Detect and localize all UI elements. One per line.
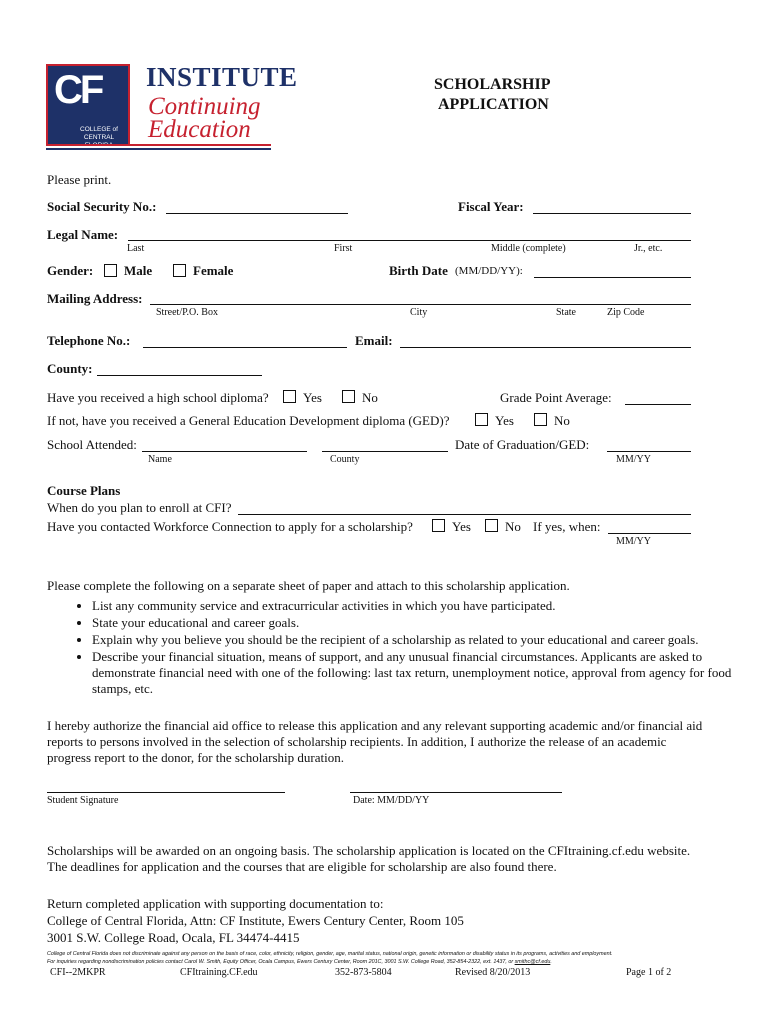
instruction-item: • Describe your financial situation, means of support, and any unusual financial circumstances. Applicants are asked to demonstrate financial need with one of the following: last tax return, unemployment notice, approval from agency for food stamps, etc. [92, 649, 732, 697]
signature-field[interactable] [47, 792, 285, 793]
instruction-item: • Explain why you believe you should be the recipient of a scholarship as related to your educational and career goals. [92, 632, 732, 648]
grad-date-field[interactable] [607, 451, 691, 452]
logo-divider-navy [46, 148, 271, 150]
if-yes-when-label: If yes, when: [533, 519, 601, 534]
gpa-label: Grade Point Average: [500, 390, 612, 405]
name-part-suffix: Jr., etc. [634, 243, 663, 254]
authorization-text: I hereby authorize the financial aid office to release this application and any relevant supporting academic and/or financial aid reports to persons involved in the selection of scholarship recipients. In addition, I authorize the release of an academic progress report to the donor, for the scholarship duration. [47, 718, 703, 765]
address-part-state: State [556, 307, 576, 318]
signature-date-field[interactable] [350, 792, 562, 793]
birth-date-format: (MM/DD/YY): [455, 265, 523, 277]
instructions-list [66, 598, 732, 698]
school-name-sub: Name [148, 454, 172, 465]
female-checkbox[interactable] [173, 264, 186, 277]
instructions-intro: Please complete the following on a separate sheet of paper and attach to this scholarship application. [47, 578, 570, 593]
contact-email-link[interactable]: smithc@cf.edu [514, 959, 551, 965]
mailing-address-label: Mailing Address: [47, 291, 143, 306]
hs-yes-label: Yes [303, 390, 322, 405]
legal-name-label: Legal Name: [47, 227, 119, 242]
grad-date-format: MM/YY [616, 454, 652, 465]
footer-revised: Revised 8/20/2013 [455, 967, 531, 978]
female-label: Female [193, 263, 234, 278]
county-label: County: [47, 361, 93, 376]
name-part-last: Last [127, 243, 145, 254]
school-county-sub: County [330, 454, 360, 465]
return-line-2: College of Central Florida, Attn: CF Institute, Ewers Century Center, Room 105 [47, 913, 464, 928]
course-plans-heading: Course Plans [47, 483, 121, 498]
school-county-field[interactable] [322, 451, 448, 452]
hs-no-label: No [362, 390, 378, 405]
footer-page: Page 1 of 2 [626, 967, 672, 978]
instruction-item: • State your educational and career goals. [92, 615, 732, 631]
gpa-field[interactable] [625, 404, 691, 405]
email-field[interactable] [400, 347, 691, 348]
hs-yes-checkbox[interactable] [283, 390, 296, 403]
footer-site: CFItraining.CF.edu [180, 967, 258, 978]
ged-question: If not, have you received a General Education Development diploma (GED)? [47, 413, 450, 428]
form-title-line1: SCHOLARSHIP [434, 76, 551, 93]
instruction-item: • List any community service and extracurricular activities in which you have participated. [92, 598, 732, 614]
ged-no-label: No [554, 413, 570, 428]
workforce-when-format: MM/YY [616, 536, 652, 547]
please-print-note: Please print. [47, 172, 112, 187]
cf-logo-badge [46, 64, 130, 146]
name-part-first: First [334, 243, 353, 254]
legal-name-field[interactable] [128, 240, 691, 241]
county-field[interactable] [97, 375, 262, 376]
logo-divider-red [46, 144, 271, 146]
awarded-text: Scholarships will be awarded on an ongoing basis. The scholarship application is located on the CFItraining.cf.edu website. The deadlines for application and the courses that are eligible for scholarship are also found there. [47, 843, 691, 874]
male-label: Male [124, 263, 153, 278]
ged-yes-label: Yes [495, 413, 514, 428]
logo-institute-text: INSTITUTE [146, 62, 298, 92]
hs-no-checkbox[interactable] [342, 390, 355, 403]
nondiscrimination-disclaimer: College of Central Florida does not discriminate against any person on the basis of race, color, ethnicity, religion, gender, age, marital status, national origin, genetic information or disability status in its programs, activities and employment. [47, 951, 613, 957]
gender-label: Gender: [47, 263, 94, 278]
fiscal-year-label: Fiscal Year: [458, 199, 524, 214]
ged-yes-checkbox[interactable] [475, 413, 488, 426]
workforce-when-field[interactable] [608, 533, 691, 534]
logo-education-text: Education [148, 116, 251, 143]
name-part-middle: Middle (complete) [491, 243, 566, 254]
contact-text: For inquiries regarding nondiscrimination policies contact Carol W. Smith, Equity Officer, Ocala Campus, Ewers Century Center, Room 201C, 3001 S.W. College Road, 352-854-2322, ext. 1437, or [47, 959, 515, 965]
grad-date-label: Date of Graduation/GED: [455, 437, 590, 452]
return-line-3: 3001 S.W. College Road, Ocala, FL 34474-4415 [47, 930, 300, 945]
ged-no-checkbox[interactable] [534, 413, 547, 426]
ssn-field[interactable] [166, 213, 348, 214]
workforce-yes-label: Yes [452, 519, 471, 534]
birth-date-label: Birth Date [389, 263, 448, 278]
cf-logo-letters: CF [54, 68, 102, 112]
nondiscrimination-contact [47, 959, 552, 965]
ssn-label: Social Security No.: [47, 199, 157, 214]
male-checkbox[interactable] [104, 264, 117, 277]
workforce-no-checkbox[interactable] [485, 519, 498, 532]
address-part-zip: Zip Code [607, 307, 645, 318]
signature-date-label: Date: MM/DD/YY [353, 795, 430, 806]
student-signature-label: Student Signature [47, 795, 119, 806]
footer-form-code: CFI--2MKPR [50, 967, 106, 978]
hs-diploma-question: Have you received a high school diploma? [47, 390, 269, 405]
birth-date-field[interactable] [534, 277, 691, 278]
enroll-field[interactable] [238, 514, 691, 515]
telephone-field[interactable] [143, 347, 347, 348]
logo-continuing-text: Continuing [148, 93, 261, 120]
workforce-yes-checkbox[interactable] [432, 519, 445, 532]
workforce-question: Have you contacted Workforce Connection to apply for a scholarship? [47, 519, 413, 534]
email-label: Email: [355, 333, 393, 348]
mailing-address-field[interactable] [150, 304, 691, 305]
fiscal-year-field[interactable] [533, 213, 691, 214]
address-part-street: Street/P.O. Box [156, 307, 218, 318]
school-name-field[interactable] [142, 451, 307, 452]
contact-suffix: . [550, 959, 552, 965]
school-attended-label: School Attended: [47, 437, 137, 452]
cf-logo-college-name: COLLEGE of CENTRAL [80, 126, 118, 141]
workforce-no-label: No [505, 519, 521, 534]
return-line-1: Return completed application with supporting documentation to: [47, 896, 384, 911]
telephone-label: Telephone No.: [47, 333, 131, 348]
footer-phone: 352-873-5804 [335, 967, 392, 978]
address-part-city: City [410, 307, 428, 318]
form-title-line2: APPLICATION [438, 96, 549, 113]
enroll-question: When do you plan to enroll at CFI? [47, 500, 232, 515]
